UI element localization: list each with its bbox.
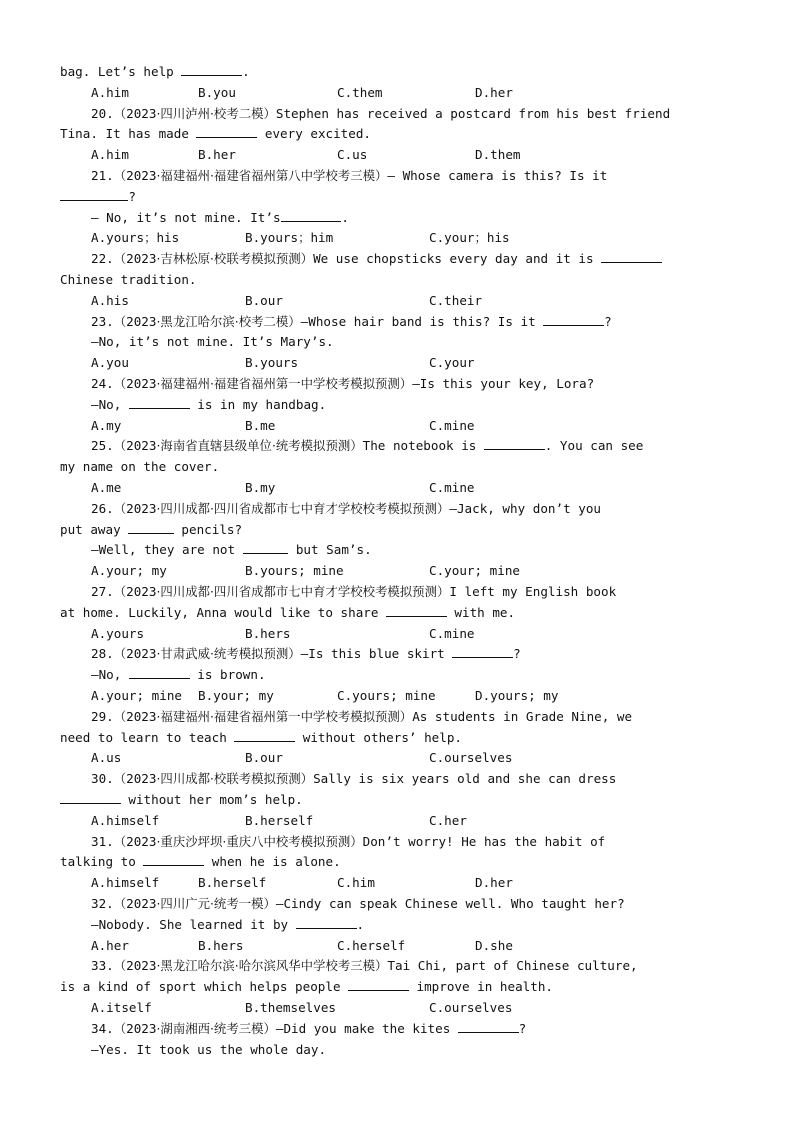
- answer-option[interactable]: A.yours: [91, 626, 145, 641]
- question-line: 32.（2023·四川广元·统考一模）—Cindy can speak Chinese well. Who taught her?: [91, 896, 625, 911]
- answer-blank[interactable]: [143, 852, 204, 866]
- answer-option[interactable]: B.hers: [198, 938, 244, 953]
- question-line: —No, it’s not mine. It’s Mary’s.: [91, 334, 334, 349]
- answer-blank[interactable]: [601, 249, 662, 263]
- answer-option[interactable]: B.our: [245, 750, 283, 765]
- answer-option[interactable]: A.me: [91, 480, 122, 495]
- answer-option[interactable]: C.ourselves: [429, 750, 513, 765]
- question-line: —Yes. It took us the whole day.: [91, 1042, 327, 1057]
- answer-blank[interactable]: [129, 665, 190, 679]
- answer-option[interactable]: A.yours；his: [91, 230, 180, 245]
- answer-option[interactable]: A.your; my: [91, 563, 167, 578]
- question-line: —Nobody. She learned it by .: [91, 917, 365, 932]
- answer-option[interactable]: B.our: [245, 293, 283, 308]
- question-line: 33.（2023·黑龙江哈尔滨·哈尔滨风华中学校考三模）Tai Chi, part of Chinese culture,: [91, 958, 638, 973]
- answer-blank[interactable]: [234, 728, 295, 742]
- answer-option[interactable]: A.himself: [91, 875, 160, 890]
- question-line: ?: [60, 187, 734, 207]
- answer-option[interactable]: A.him: [91, 85, 129, 100]
- answer-option[interactable]: B.yours；him: [245, 230, 334, 245]
- question-line: 30.（2023·四川成都·校联考模拟预测）Sally is six years old and she can dress: [91, 771, 617, 786]
- question-line: —No, is in my handbag.: [91, 397, 327, 412]
- answer-option[interactable]: B.my: [245, 480, 276, 495]
- answer-option[interactable]: A.his: [91, 293, 129, 308]
- question-line: 23.（2023·黑龙江哈尔滨·校考二模）—Whose hair band is this? Is it ?: [91, 314, 612, 329]
- answer-option[interactable]: A.you: [91, 355, 129, 370]
- question-line: 22.（2023·吉林松原·校联考模拟预测）We use chopsticks every day and it is: [91, 249, 734, 269]
- answer-option[interactable]: B.herself: [245, 813, 314, 828]
- answer-option[interactable]: A.himself: [91, 813, 160, 828]
- answer-blank[interactable]: [128, 520, 174, 534]
- question-line: Tina. It has made every excited.: [60, 126, 372, 141]
- answer-option[interactable]: C.your: [429, 355, 475, 370]
- question-line: 27.（2023·四川成都·四川省成都市七中育才学校校考模拟预测）I left my English book: [91, 584, 617, 599]
- question-line: — No, it’s not mine. It’s .: [91, 210, 349, 225]
- question-line: 21.（2023·福建福州·福建省福州第八中学校考三模）— Whose camera is this? Is it: [91, 168, 608, 183]
- answer-option[interactable]: D.her: [475, 85, 513, 100]
- answer-option[interactable]: A.itself: [91, 1000, 152, 1015]
- question-line: need to learn to teach without others’ help.: [60, 730, 462, 745]
- answer-option[interactable]: B.yours; mine: [245, 563, 344, 578]
- question-line: 31.（2023·重庆沙坪坝·重庆八中校考模拟预测）Don’t worry! He has the habit of: [91, 834, 606, 849]
- answer-blank[interactable]: [196, 124, 257, 138]
- answer-option[interactable]: A.us: [91, 750, 122, 765]
- answer-option[interactable]: A.him: [91, 147, 129, 162]
- answer-blank[interactable]: [296, 915, 357, 929]
- answer-option[interactable]: D.yours; my: [475, 688, 559, 703]
- answer-blank[interactable]: [348, 977, 409, 991]
- answer-option[interactable]: C.herself: [337, 938, 406, 953]
- answer-option[interactable]: B.themselves: [245, 1000, 336, 1015]
- answer-option[interactable]: C.us: [337, 147, 368, 162]
- answer-blank[interactable]: [60, 187, 128, 201]
- question-line: 29.（2023·福建福州·福建省福州第一中学校考模拟预测）As students in Grade Nine, we: [91, 709, 633, 724]
- answer-option[interactable]: C.your；his: [429, 230, 510, 245]
- answer-option[interactable]: C.mine: [429, 480, 475, 495]
- answer-blank[interactable]: [484, 436, 545, 450]
- answer-option[interactable]: B.you: [198, 85, 236, 100]
- answer-blank[interactable]: [458, 1019, 519, 1033]
- answer-option[interactable]: D.them: [475, 147, 521, 162]
- question-line: —No, is brown.: [91, 667, 266, 682]
- question-line: is a kind of sport which helps people improve in health.: [60, 979, 553, 994]
- question-line: talking to when he is alone.: [60, 854, 341, 869]
- question-line: put away pencils?: [60, 522, 243, 537]
- answer-blank[interactable]: [281, 208, 342, 222]
- answer-option[interactable]: C.her: [429, 813, 467, 828]
- answer-blank[interactable]: [386, 603, 447, 617]
- answer-blank[interactable]: [452, 644, 513, 658]
- answer-blank[interactable]: [60, 790, 121, 804]
- answer-option[interactable]: C.them: [337, 85, 383, 100]
- answer-blank[interactable]: [243, 540, 289, 554]
- answer-option[interactable]: B.her: [198, 147, 236, 162]
- answer-option[interactable]: A.your; mine: [91, 688, 182, 703]
- answer-option[interactable]: C.mine: [429, 418, 475, 433]
- question-line: 26.（2023·四川成都·四川省成都市七中育才学校校考模拟预测）—Jack, why don’t you: [91, 501, 602, 516]
- answer-blank[interactable]: [543, 312, 604, 326]
- question-line: 24.（2023·福建福州·福建省福州第一中学校考模拟预测）—Is this your key, Lora?: [91, 376, 595, 391]
- answer-option[interactable]: B.herself: [198, 875, 267, 890]
- answer-option[interactable]: C.yours; mine: [337, 688, 436, 703]
- answer-option[interactable]: D.her: [475, 875, 513, 890]
- question-line: 25.（2023·海南省直辖县级单位·统考模拟预测）The notebook is . You can see: [91, 438, 644, 453]
- question-line: my name on the cover.: [60, 459, 220, 474]
- answer-option[interactable]: C.ourselves: [429, 1000, 513, 1015]
- answer-option[interactable]: C.your; mine: [429, 563, 520, 578]
- question-line: bag. Let’s help .: [60, 64, 250, 79]
- answer-option[interactable]: A.my: [91, 418, 122, 433]
- answer-option[interactable]: C.their: [429, 293, 483, 308]
- question-line: 34.（2023·湖南湘西·统考三模）—Did you make the kites ?: [91, 1021, 527, 1036]
- answer-option[interactable]: D.she: [475, 938, 513, 953]
- answer-blank[interactable]: [129, 395, 190, 409]
- question-line: at home. Luckily, Anna would like to share with me.: [60, 605, 516, 620]
- answer-option[interactable]: B.your; my: [198, 688, 274, 703]
- answer-option[interactable]: B.me: [245, 418, 276, 433]
- answer-blank[interactable]: [181, 62, 242, 76]
- question-line: without her mom’s help.: [60, 790, 734, 810]
- answer-option[interactable]: B.hers: [245, 626, 291, 641]
- question-line: 20.（2023·四川泸州·校考二模）Stephen has received a postcard from his best friend: [91, 106, 671, 121]
- answer-option[interactable]: C.mine: [429, 626, 475, 641]
- answer-option[interactable]: A.her: [91, 938, 129, 953]
- answer-option[interactable]: B.yours: [245, 355, 299, 370]
- answer-option[interactable]: C.him: [337, 875, 375, 890]
- question-line: Chinese tradition.: [60, 272, 197, 287]
- question-line: —Well, they are not but Sam’s.: [91, 542, 372, 557]
- question-line: 28.（2023·甘肃武威·统考模拟预测）—Is this blue skirt ?: [91, 646, 521, 661]
